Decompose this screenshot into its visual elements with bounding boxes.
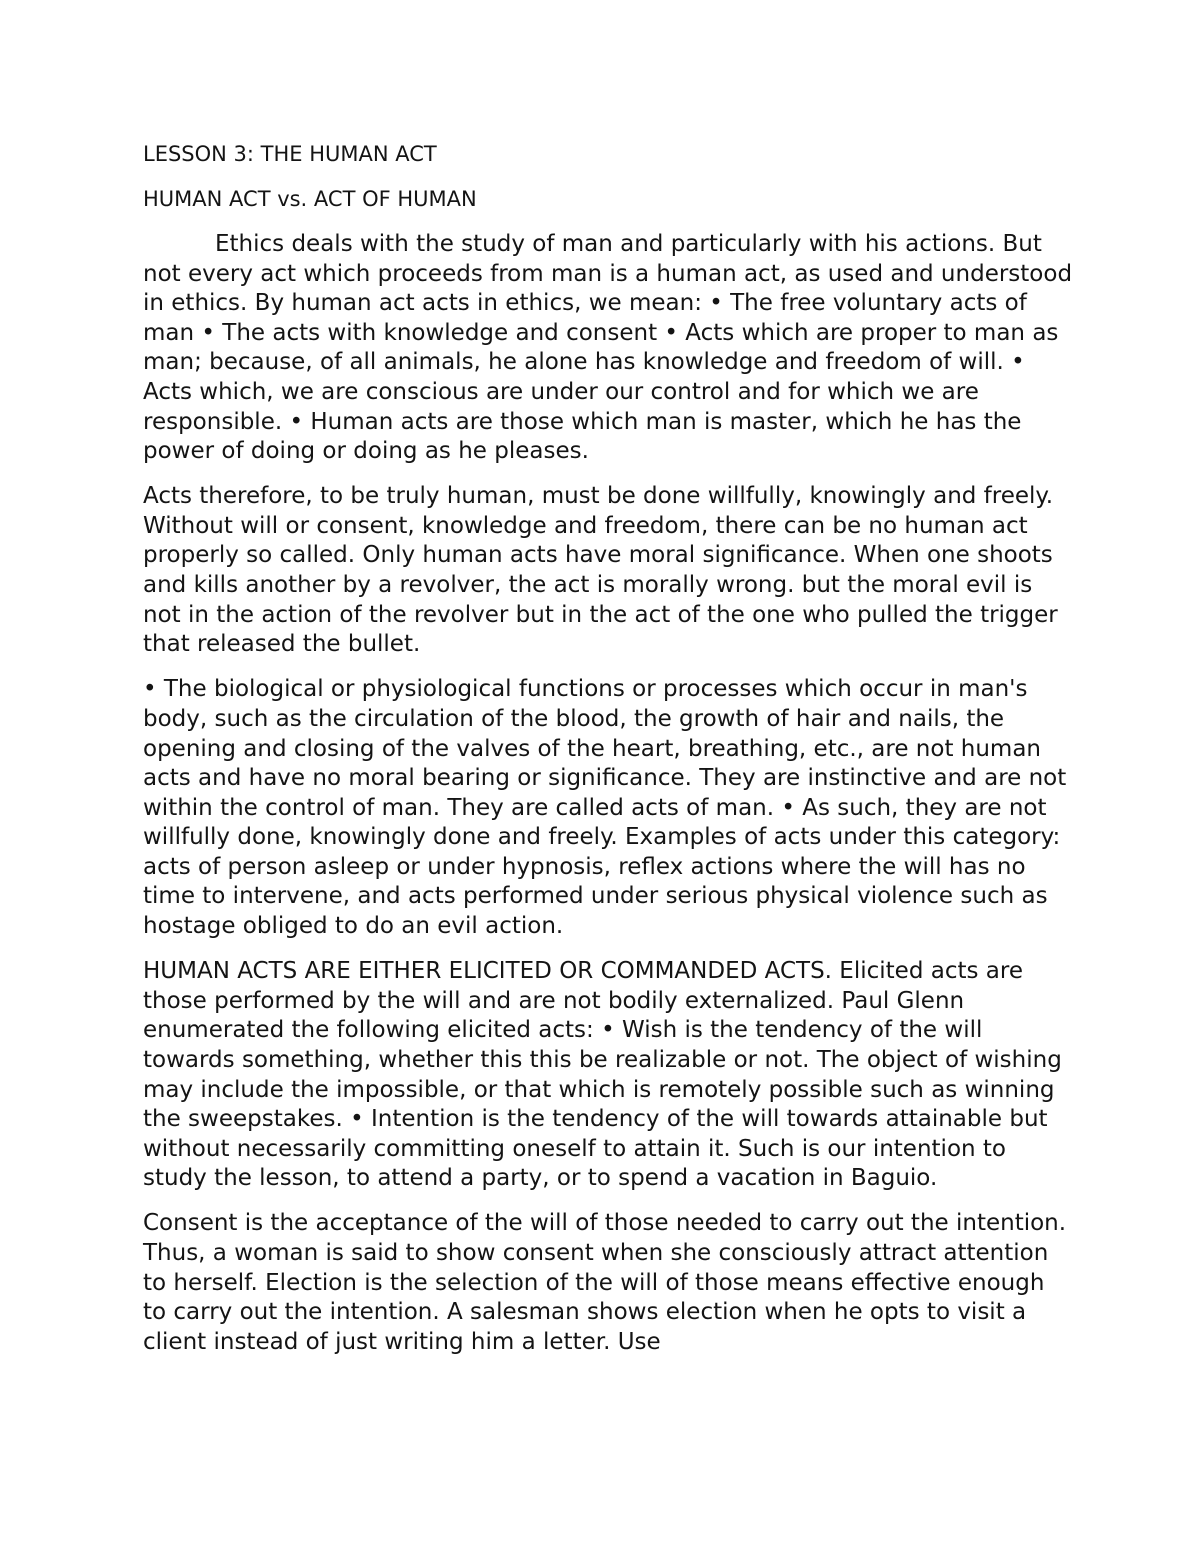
paragraph-intro: Ethics deals with the study of man and particularly with his actions. But not every act which proceeds from man is a human act, as used and understood in ethics. By human act acts in ethics, we mean: • The free voluntary acts of man • The acts with knowledge and consent • Acts which are proper to man as man; because, of all animals, he alone has knowledge and freedom of will. • Acts which, we are conscious are under our control and for which we are responsible. • Human acts are those which man is master, which he has the power of doing or doing as he pleases. <box>143 231 1073 465</box>
paragraph-elicited-acts: HUMAN ACTS ARE EITHER ELICITED OR COMMANDED ACTS. Elicited acts are those performed by the will and are not bodily externalized. Paul Glenn enumerated the following elicited acts: • Wish is the tendency of the will towards something, whether this this be realizable or not. The object of wishing may include the impossible, or that which is remotely possible such as winning the sweepstakes. • Intention is the tendency of the will towards attainable but without necessarily committing oneself to attain it. Such is our intention to study the lesson, to attend a party, or to spend a vacation in Baguio. <box>143 958 1062 1192</box>
section-title: HUMAN ACT vs. ACT OF HUMAN <box>143 187 477 211</box>
paragraph-truly-human: Acts therefore, to be truly human, must be done willfully, knowingly and freely. Without will or consent, knowledge and freedom, there can be no human act properly so called. Only human acts have moral significance. When one shoots and kills another by a revolver, the act is morally wrong. but the moral evil is not in the action of the revolver but in the act of the one who pulled the trigger that released the bullet. <box>143 483 1058 658</box>
paragraph-consent-election: Consent is the acceptance of the will of those needed to carry out the intention. Thus, a woman is said to show consent when she consciously attract attention to herself. Election is the selection of the will of those means effective enough to carry out the intention. A salesman shows election when he opts to visit a client instead of just writing him a letter. Use <box>143 1210 1067 1355</box>
lesson-title: LESSON 3: THE HUMAN ACT <box>143 142 437 166</box>
paragraph-acts-of-man: • The biological or physiological functions or processes which occur in man's body, such as the circulation of the blood, the growth of hair and nails, the opening and closing of the valves of the heart, breathing, etc., are not human acts and have no moral bearing or significance. They are instinctive and are not within the control of man. They are called acts of man. • As such, they are not willfully done, knowingly done and freely. Examples of acts under this category: acts of person asleep or under hypnosis, reflex actions where the will has no time to intervene, and acts performed under serious physical violence such as hostage obliged to do an evil action. <box>143 676 1067 940</box>
document-body <box>143 140 1073 1373</box>
